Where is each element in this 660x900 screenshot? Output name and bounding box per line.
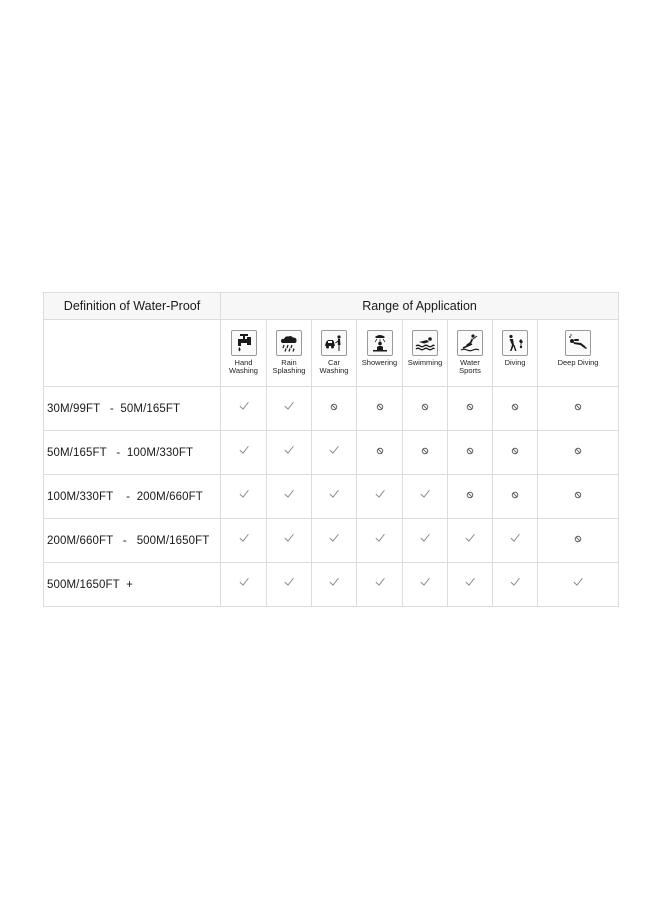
swimmer-icon [415,333,435,353]
activity-header-cell [221,320,267,387]
waterproof-table [43,292,619,607]
activity-header-cell [403,320,448,387]
suitability-cell [493,475,538,519]
checkmark-icon [327,443,341,457]
prohibited-icon [509,445,521,457]
activity-icon-box [276,330,302,356]
suitability-cell [493,387,538,431]
checkmark-icon [327,487,341,501]
depth-rating-label: 200M/660FT - 500M/1650FT [44,519,221,563]
activity-icon-box [367,330,393,356]
prohibited-icon [374,445,386,457]
suitability-cell [538,519,619,563]
suitability-cell [357,387,403,431]
activity-label: Hand Washing [229,358,258,375]
suitability-cell [267,519,312,563]
checkmark-icon [373,531,387,545]
suitability-cell [403,431,448,475]
checkmark-icon [327,575,341,589]
suitability-cell [221,563,267,607]
suitability-cell [357,563,403,607]
suitability-cell [312,519,357,563]
suitability-cell [448,475,493,519]
suitability-cell [221,387,267,431]
suitability-cell [448,563,493,607]
suitability-cell [403,563,448,607]
prohibited-icon [572,533,584,545]
checkmark-icon [373,575,387,589]
prohibited-icon [419,445,431,457]
header-row [44,293,619,320]
table-row [44,519,619,563]
activity-label: Deep Diving [557,358,599,367]
checkmark-icon [463,575,477,589]
checkmark-icon [327,531,341,545]
empty-corner-cell [44,320,221,387]
suitability-cell [538,563,619,607]
activity-label: Swimming [407,358,443,367]
suitability-cell [448,519,493,563]
depth-rating-label: 100M/330FT - 200M/660FT [44,475,221,519]
water-ski-icon [460,333,480,353]
table-row [44,431,619,475]
checkmark-icon [237,575,251,589]
icon-row [44,320,619,387]
activity-icon-box [565,330,591,356]
activity-header-cell [538,320,619,387]
suitability-cell [448,431,493,475]
activity-icon-box [457,330,483,356]
rain-cloud-icon [279,333,299,353]
checkmark-icon [282,399,296,413]
suitability-cell [357,519,403,563]
suitability-cell [312,475,357,519]
activity-header-cell [357,320,403,387]
checkmark-icon [418,575,432,589]
suitability-cell [493,519,538,563]
activity-icon-box [502,330,528,356]
checkmark-icon [237,487,251,501]
definition-header: Definition of Water-Proof [44,293,221,320]
activity-label: Car Washing [319,358,349,375]
prohibited-icon [374,401,386,413]
suitability-cell [267,563,312,607]
prohibited-icon [464,445,476,457]
checkmark-icon [282,531,296,545]
activity-icon-box [412,330,438,356]
depth-rating-label: 50M/165FT - 100M/330FT [44,431,221,475]
table-row [44,563,619,607]
table-row [44,387,619,431]
activity-icon-box [231,330,257,356]
activity-label: Rain Splashing [272,358,306,375]
suitability-cell [357,431,403,475]
activity-header-cell [312,320,357,387]
suitability-cell [493,431,538,475]
prohibited-icon [572,445,584,457]
prohibited-icon [464,401,476,413]
prohibited-icon [464,489,476,501]
checkmark-icon [237,399,251,413]
depth-rating-label: 30M/99FT - 50M/165FT [44,387,221,431]
suitability-cell [357,475,403,519]
suitability-cell [221,475,267,519]
suitability-cell [403,475,448,519]
suitability-cell [267,475,312,519]
suitability-cell [312,431,357,475]
suitability-cell [267,431,312,475]
checkmark-icon [237,443,251,457]
checkmark-icon [282,487,296,501]
checkmark-icon [418,531,432,545]
checkmark-icon [282,443,296,457]
checkmark-icon [418,487,432,501]
checkmark-icon [571,575,585,589]
suitability-cell [221,519,267,563]
checkmark-icon [508,531,522,545]
scuba-icon [568,333,588,353]
checkmark-icon [463,531,477,545]
suitability-cell [403,519,448,563]
activity-header-cell [493,320,538,387]
suitability-cell [403,387,448,431]
prohibited-icon [509,401,521,413]
suitability-cell [448,387,493,431]
checkmark-icon [282,575,296,589]
prohibited-icon [419,401,431,413]
prohibited-icon [572,401,584,413]
car-wash-icon [324,333,344,353]
activity-header-cell [448,320,493,387]
table-row [44,475,619,519]
checkmark-icon [373,487,387,501]
activity-label: Water Sports [459,358,481,375]
prohibited-icon [509,489,521,501]
faucet-icon [234,333,254,353]
prohibited-icon [328,401,340,413]
suitability-cell [312,387,357,431]
suitability-cell [538,387,619,431]
suitability-cell [312,563,357,607]
range-header: Range of Application [221,293,619,320]
suitability-cell [538,475,619,519]
suitability-cell [538,431,619,475]
diver-icon [505,333,525,353]
checkmark-icon [237,531,251,545]
suitability-cell [221,431,267,475]
checkmark-icon [508,575,522,589]
suitability-cell [267,387,312,431]
activity-header-cell [267,320,312,387]
activity-label: Showering [361,358,398,367]
shower-icon [370,333,390,353]
activity-icon-box [321,330,347,356]
activity-label: Diving [504,358,526,367]
prohibited-icon [572,489,584,501]
depth-rating-label: 500M/1650FT + [44,563,221,607]
suitability-cell [493,563,538,607]
